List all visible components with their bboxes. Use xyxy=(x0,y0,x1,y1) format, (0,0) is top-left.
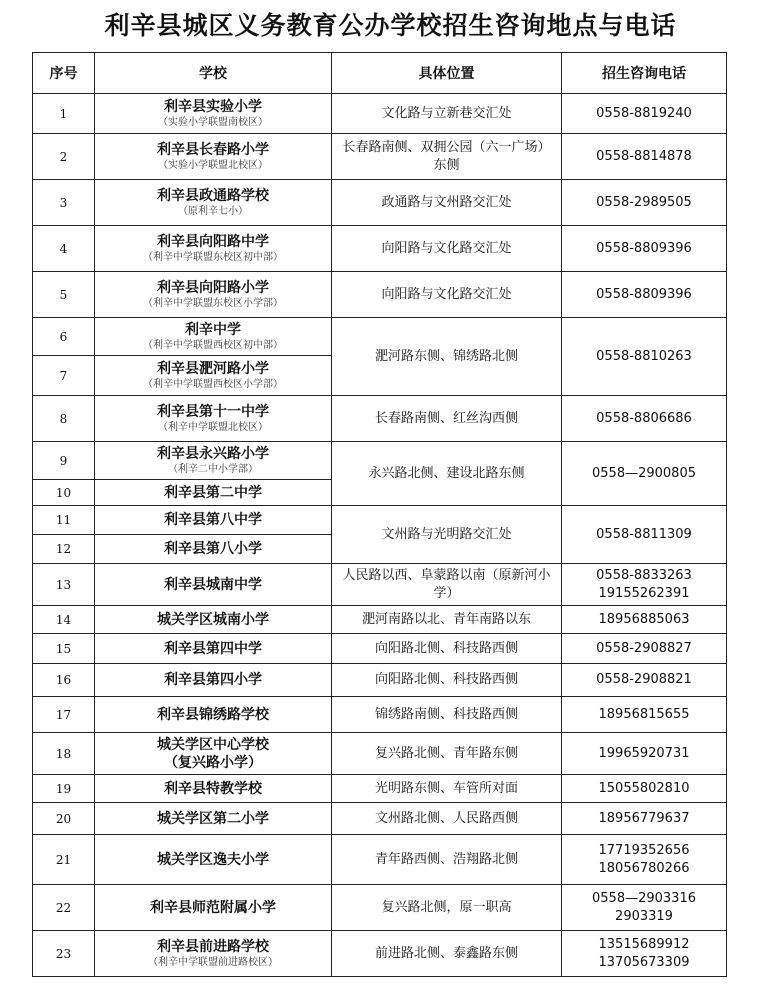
table-row xyxy=(33,664,727,697)
school-cell xyxy=(95,480,332,506)
location-cell: 淝河路东侧、锦绣路北侧 xyxy=(332,318,562,396)
row-number: 20 xyxy=(33,803,95,835)
row-number: 11 xyxy=(33,506,95,535)
school-note: （利辛二中小学部） xyxy=(168,464,258,475)
phone-cell xyxy=(562,835,727,885)
school-cell xyxy=(95,535,332,564)
table-row xyxy=(33,564,727,606)
school-note: （利辛中学联盟北校区） xyxy=(158,422,268,433)
phone-cell xyxy=(562,564,727,606)
school-name: 利辛县向阳路小学 xyxy=(157,280,269,296)
row-number: 22 xyxy=(33,885,95,931)
location-cell: 复兴路北侧，原一职高 xyxy=(332,885,562,931)
school-name: 利辛县师范附属小学 xyxy=(150,899,276,916)
school-cell xyxy=(95,94,332,134)
row-number: 16 xyxy=(33,664,95,697)
location-line: 人民路以西、阜蒙路以南（原新河小 xyxy=(342,567,551,583)
school-name: 利辛县向阳路中学 xyxy=(157,234,269,250)
table-row xyxy=(33,775,727,803)
phone-line: 13705673309 xyxy=(598,954,690,970)
location-cell: 复兴路北侧、青年路东侧 xyxy=(332,733,562,775)
row-number: 6 xyxy=(33,318,95,356)
phone-line: 2903319 xyxy=(615,908,673,924)
table-row xyxy=(33,134,727,180)
phone-cell: 0558-8810263 xyxy=(562,318,727,396)
school-name: 城关学区城南小学 xyxy=(157,611,269,628)
school-note: （利辛中学联盟西校区初中部） xyxy=(143,340,283,351)
row-number: 21 xyxy=(33,835,95,885)
school-cell xyxy=(95,606,332,634)
table-row xyxy=(33,396,727,442)
row-number: 3 xyxy=(33,180,95,226)
location-cell: 光明路东侧、车管所对面 xyxy=(332,775,562,803)
phone-cell: 0558-2908821 xyxy=(562,664,727,697)
school-name: 利辛县第十一中学 xyxy=(157,404,269,420)
phone-cell: 0558-8819240 xyxy=(562,94,727,134)
school-note: （利辛中学联盟前进路校区） xyxy=(148,957,278,968)
phone-line: 0558—2903316 xyxy=(592,890,696,906)
school-name: 利辛县长春路小学 xyxy=(157,142,269,158)
phone-line: 17719352656 xyxy=(598,842,690,858)
row-number: 2 xyxy=(33,134,95,180)
table-row xyxy=(33,885,727,931)
table-row xyxy=(33,272,727,318)
school-cell xyxy=(95,226,332,272)
header-location: 具体位置 xyxy=(332,53,562,94)
school-cell xyxy=(95,775,332,803)
location-cell: 文州路与光明路交汇处 xyxy=(332,506,562,564)
school-name: 利辛中学 xyxy=(185,322,241,338)
phone-cell: 18956779637 xyxy=(562,803,727,835)
phone-cell xyxy=(562,885,727,931)
location-cell: 向阳路与文化路交汇处 xyxy=(332,226,562,272)
school-name: 利辛县第八小学 xyxy=(164,541,262,557)
school-cell xyxy=(95,931,332,977)
school-name: 利辛县第八中学 xyxy=(164,512,262,528)
school-name: 城关学区逸夫小学 xyxy=(157,851,269,868)
location-cell: 锦绣路南侧、科技路西侧 xyxy=(332,697,562,733)
school-cell xyxy=(95,506,332,535)
table-row xyxy=(33,606,727,634)
school-name: 利辛县特教学校 xyxy=(164,780,262,797)
location-cell: 永兴路北侧、建设北路东侧 xyxy=(332,442,562,506)
location-cell: 政通路与文州路交汇处 xyxy=(332,180,562,226)
school-cell xyxy=(95,733,332,775)
school-cell xyxy=(95,180,332,226)
school-cell xyxy=(95,664,332,697)
row-number: 10 xyxy=(33,480,95,506)
table-row xyxy=(33,180,727,226)
phone-cell: 15055802810 xyxy=(562,775,727,803)
school-cell xyxy=(95,564,332,606)
table-row xyxy=(33,318,727,356)
phone-cell: 0558-8809396 xyxy=(562,226,727,272)
row-number: 4 xyxy=(33,226,95,272)
table-row xyxy=(33,733,727,775)
school-cell xyxy=(95,272,332,318)
table-row xyxy=(33,697,727,733)
school-note: （利辛中学联盟东校区小学部） xyxy=(143,298,283,309)
phone-line: 0558-8833263 xyxy=(596,567,692,583)
school-name: 利辛县第四小学 xyxy=(164,672,262,688)
school-name: 利辛县第二中学 xyxy=(164,484,262,501)
row-number: 15 xyxy=(33,634,95,664)
phone-cell: 18956815655 xyxy=(562,697,727,733)
location-line: 长春路南侧、双拥公园（六一广场） xyxy=(342,139,551,155)
school-cell xyxy=(95,697,332,733)
school-name: 利辛县政通路学校 xyxy=(157,188,269,204)
school-note: （实验小学联盟北校区） xyxy=(158,160,268,171)
location-line: 学） xyxy=(433,585,460,601)
location-cell xyxy=(332,134,562,180)
header-no: 序号 xyxy=(33,53,95,94)
school-name: 利辛县永兴路小学 xyxy=(157,446,269,462)
page-title: 利辛县城区义务教育公办学校招生咨询地点与电话 xyxy=(104,11,677,40)
school-name: 城关学区中心学校 xyxy=(157,736,269,753)
location-cell: 文化路与立新巷交汇处 xyxy=(332,94,562,134)
phone-cell: 0558-2908827 xyxy=(562,634,727,664)
phone-cell: 0558—2900805 xyxy=(562,442,727,506)
row-number: 9 xyxy=(33,442,95,480)
row-number: 19 xyxy=(33,775,95,803)
row-number: 17 xyxy=(33,697,95,733)
location-cell: 文州路北侧、人民路西侧 xyxy=(332,803,562,835)
school-name: 利辛县淝河路小学 xyxy=(157,361,269,377)
phone-cell: 0558-8809396 xyxy=(562,272,727,318)
row-number: 14 xyxy=(33,606,95,634)
school-cell xyxy=(95,356,332,396)
location-cell: 向阳路北侧、科技路西侧 xyxy=(332,634,562,664)
table-row xyxy=(33,931,727,977)
phone-line: 13515689912 xyxy=(598,936,690,952)
table-row xyxy=(33,442,727,480)
phone-line: 18056780266 xyxy=(598,860,690,876)
location-cell: 前进路北侧、泰鑫路东侧 xyxy=(332,931,562,977)
school-name: 利辛县实验小学 xyxy=(164,99,262,115)
location-cell xyxy=(332,564,562,606)
location-cell: 向阳路与文化路交汇处 xyxy=(332,272,562,318)
school-name: 利辛县城南中学 xyxy=(164,576,262,593)
school-note: （利辛中学联盟西校区小学部） xyxy=(143,379,283,390)
phone-cell: 0558-2989505 xyxy=(562,180,727,226)
school-cell xyxy=(95,318,332,356)
school-name: 城关学区第二小学 xyxy=(157,810,269,827)
row-number: 12 xyxy=(33,535,95,564)
school-cell xyxy=(95,134,332,180)
school-note: （利辛中学联盟东校区初中部） xyxy=(143,252,283,263)
school-cell xyxy=(95,442,332,480)
phone-cell: 19965920731 xyxy=(562,733,727,775)
school-name: （复兴路小学） xyxy=(164,754,262,771)
row-number: 18 xyxy=(33,733,95,775)
phone-cell: 0558-8806686 xyxy=(562,396,727,442)
row-number: 7 xyxy=(33,356,95,396)
location-cell: 青年路西侧、浩翔路北侧 xyxy=(332,835,562,885)
location-cell: 向阳路北侧、科技路西侧 xyxy=(332,664,562,697)
phone-cell: 0558-8814878 xyxy=(562,134,727,180)
school-note: （实验小学联盟南校区） xyxy=(158,117,268,128)
school-cell xyxy=(95,634,332,664)
school-cell xyxy=(95,885,332,931)
table-row xyxy=(33,226,727,272)
school-name: 利辛县第四中学 xyxy=(164,640,262,657)
table-row xyxy=(33,803,727,835)
location-cell: 长春路南侧、红丝沟西侧 xyxy=(332,396,562,442)
table-row xyxy=(33,506,727,535)
school-cell xyxy=(95,396,332,442)
location-cell: 淝河南路以北、青年南路以东 xyxy=(332,606,562,634)
table-row xyxy=(33,634,727,664)
row-number: 5 xyxy=(33,272,95,318)
header-phone: 招生咨询电话 xyxy=(562,53,727,94)
enrollment-table xyxy=(32,52,727,977)
phone-cell: 0558-8811309 xyxy=(562,506,727,564)
school-name: 利辛县锦绣路学校 xyxy=(157,706,269,723)
school-cell xyxy=(95,803,332,835)
phone-line: 19155262391 xyxy=(598,585,690,601)
header-school: 学校 xyxy=(95,53,332,94)
school-note: （原利辛七小） xyxy=(178,206,248,217)
phone-cell xyxy=(562,931,727,977)
school-cell xyxy=(95,835,332,885)
row-number: 13 xyxy=(33,564,95,606)
row-number: 1 xyxy=(33,94,95,134)
table-row xyxy=(33,835,727,885)
table-row xyxy=(33,94,727,134)
row-number: 23 xyxy=(33,931,95,977)
phone-cell: 18956885063 xyxy=(562,606,727,634)
location-line: 东侧 xyxy=(433,157,460,173)
header-row xyxy=(33,53,727,94)
school-name: 利辛县前进路学校 xyxy=(157,939,269,955)
row-number: 8 xyxy=(33,396,95,442)
